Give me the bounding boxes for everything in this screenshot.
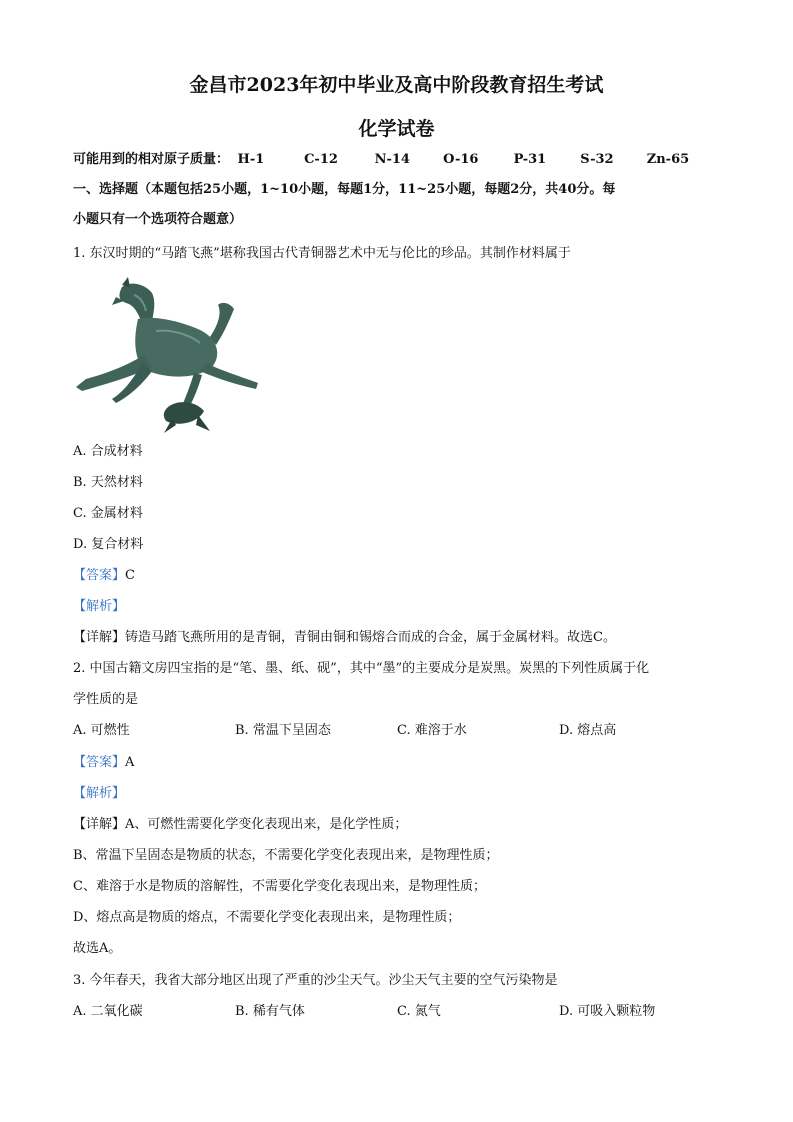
exam-title: 金昌市2023年初中毕业及高中阶段教育招生考试 [189,74,604,96]
question-1-stem: 1. 东汉时期的“马踏飞燕”堪称我国古代青铜器艺术中无与伦比的珍品。其制作材料属于 [73,246,571,261]
atomic-mass-line [73,151,689,169]
q1-analysis-tag: 【解析】 [73,599,126,614]
q1-option-a: A. 合成材料 [73,444,143,459]
q2-detail-line: C、难溶于水是物质的溶解性，不需要化学变化表现出来，是物理性质； [73,879,486,894]
section-heading-cont: 小题只有一个选项符合题意） [73,212,243,227]
answer-tag: 【答案】 [73,755,126,770]
atomic-mass-item: S-32 [580,152,614,167]
q2-detail-line: 【详解】A、可燃性需要化学变化表现出来，是化学性质； [73,817,408,832]
q1-option-b: B. 天然材料 [73,475,143,490]
q1-detail: 【详解】铸造马踏飞燕所用的是青铜，青铜由铜和锡熔合而成的合金，属于金属材料。故选C。 [73,630,616,645]
q2-option-c: C. 难溶于水 [397,723,467,738]
q2-detail-line: B、常温下呈固态是物质的状态，不需要化学变化表现出来，是物理性质； [73,848,499,863]
atomic-mass-item: H-1 [237,152,265,167]
atomic-mass-item: P-31 [513,152,547,167]
q2-option-b: B. 常温下呈固态 [235,723,331,738]
atomic-mass-item: N-14 [374,152,410,167]
q3-option-b: B. 稀有气体 [235,1004,305,1019]
q2-detail-line: 故选A。 [73,941,122,956]
q3-option-a: A. 二氧化碳 [73,1004,143,1019]
question-2-stem: 2. 中国古籍文房四宝指的是“笔、墨、纸、砚”，其中“墨”的主要成分是炭黑。炭黑的下列性质属于化 [73,661,650,676]
answer-value: A [125,755,135,770]
q2-analysis-tag: 【解析】 [73,786,126,801]
bronze-horse-image [72,275,262,435]
answer-value: C [125,568,135,583]
bronze-horse-icon [72,275,262,435]
q1-option-c: C. 金属材料 [73,506,143,521]
q3-option-c: C. 氮气 [397,1004,441,1019]
question-2-stem-cont: 学性质的是 [73,692,139,707]
q2-option-a: A. 可燃性 [73,723,130,738]
atomic-mass-label: 可能用到的相对原子质量： [73,152,230,167]
q2-option-d: D. 熔点高 [559,723,617,738]
q1-answer [73,567,135,585]
q2-detail-line: D、熔点高是物质的熔点，不需要化学变化表现出来，是物理性质； [73,910,461,925]
q3-option-d: D. 可吸入颗粒物 [559,1004,656,1019]
atomic-mass-item: C-12 [304,152,338,167]
section-heading: 一、选择题（本题包括25小题，1~10小题，每题1分，11~25小题，每题2分，共40分。每 [73,182,616,197]
atomic-mass-item: O-16 [443,152,479,167]
exam-subtitle: 化学试卷 [358,118,435,140]
answer-tag: 【答案】 [73,568,126,583]
atomic-mass-item: Zn-65 [646,152,690,167]
question-3-stem: 3. 今年春天，我省大部分地区出现了严重的沙尘天气。沙尘天气主要的空气污染物是 [73,973,558,988]
q1-option-d: D. 复合材料 [73,537,144,552]
q2-answer [73,754,134,772]
